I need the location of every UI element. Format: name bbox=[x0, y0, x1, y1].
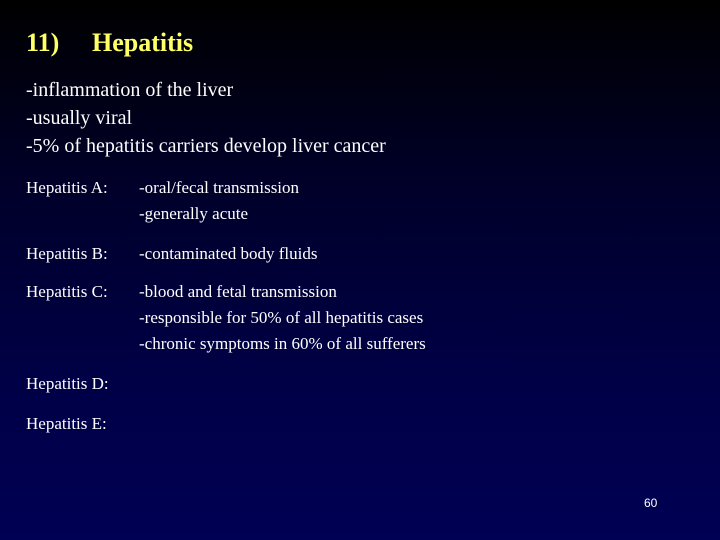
type-row-hepatitis-d bbox=[26, 371, 426, 397]
type-label: Hepatitis E: bbox=[26, 414, 107, 433]
type-row-hepatitis-c bbox=[26, 279, 426, 357]
intro-line: -5% of hepatitis carriers develop liver cancer bbox=[26, 135, 386, 157]
type-details bbox=[139, 175, 299, 227]
type-details bbox=[139, 279, 426, 357]
type-row-hepatitis-a bbox=[26, 175, 426, 227]
type-detail-line: -oral/fecal transmission bbox=[139, 178, 300, 197]
type-label: Hepatitis B: bbox=[26, 244, 108, 263]
intro-line: -usually viral bbox=[26, 107, 133, 129]
type-detail-line: -responsible for 50% of all hepatitis cases bbox=[139, 308, 424, 327]
type-detail-line: -generally acute bbox=[139, 204, 249, 223]
type-detail-line: -chronic symptoms in 60% of all sufferers bbox=[139, 334, 426, 353]
slide-title bbox=[26, 28, 193, 58]
slide-number: 11) bbox=[26, 28, 60, 57]
type-detail-line: -contaminated body fluids bbox=[139, 244, 318, 263]
hepatitis-types bbox=[26, 175, 426, 437]
intro-bullets bbox=[26, 76, 386, 160]
intro-line: -inflammation of the liver bbox=[26, 79, 234, 101]
type-detail-line: -blood and fetal transmission bbox=[139, 282, 337, 301]
page-number: 60 bbox=[644, 496, 658, 510]
type-details bbox=[139, 241, 317, 267]
type-label: Hepatitis D: bbox=[26, 374, 109, 393]
type-label: Hepatitis A: bbox=[26, 178, 108, 197]
slide-title-text: Hepatitis bbox=[92, 28, 194, 57]
type-row-hepatitis-b bbox=[26, 241, 426, 267]
type-row-hepatitis-e bbox=[26, 411, 426, 437]
type-label: Hepatitis C: bbox=[26, 282, 108, 301]
